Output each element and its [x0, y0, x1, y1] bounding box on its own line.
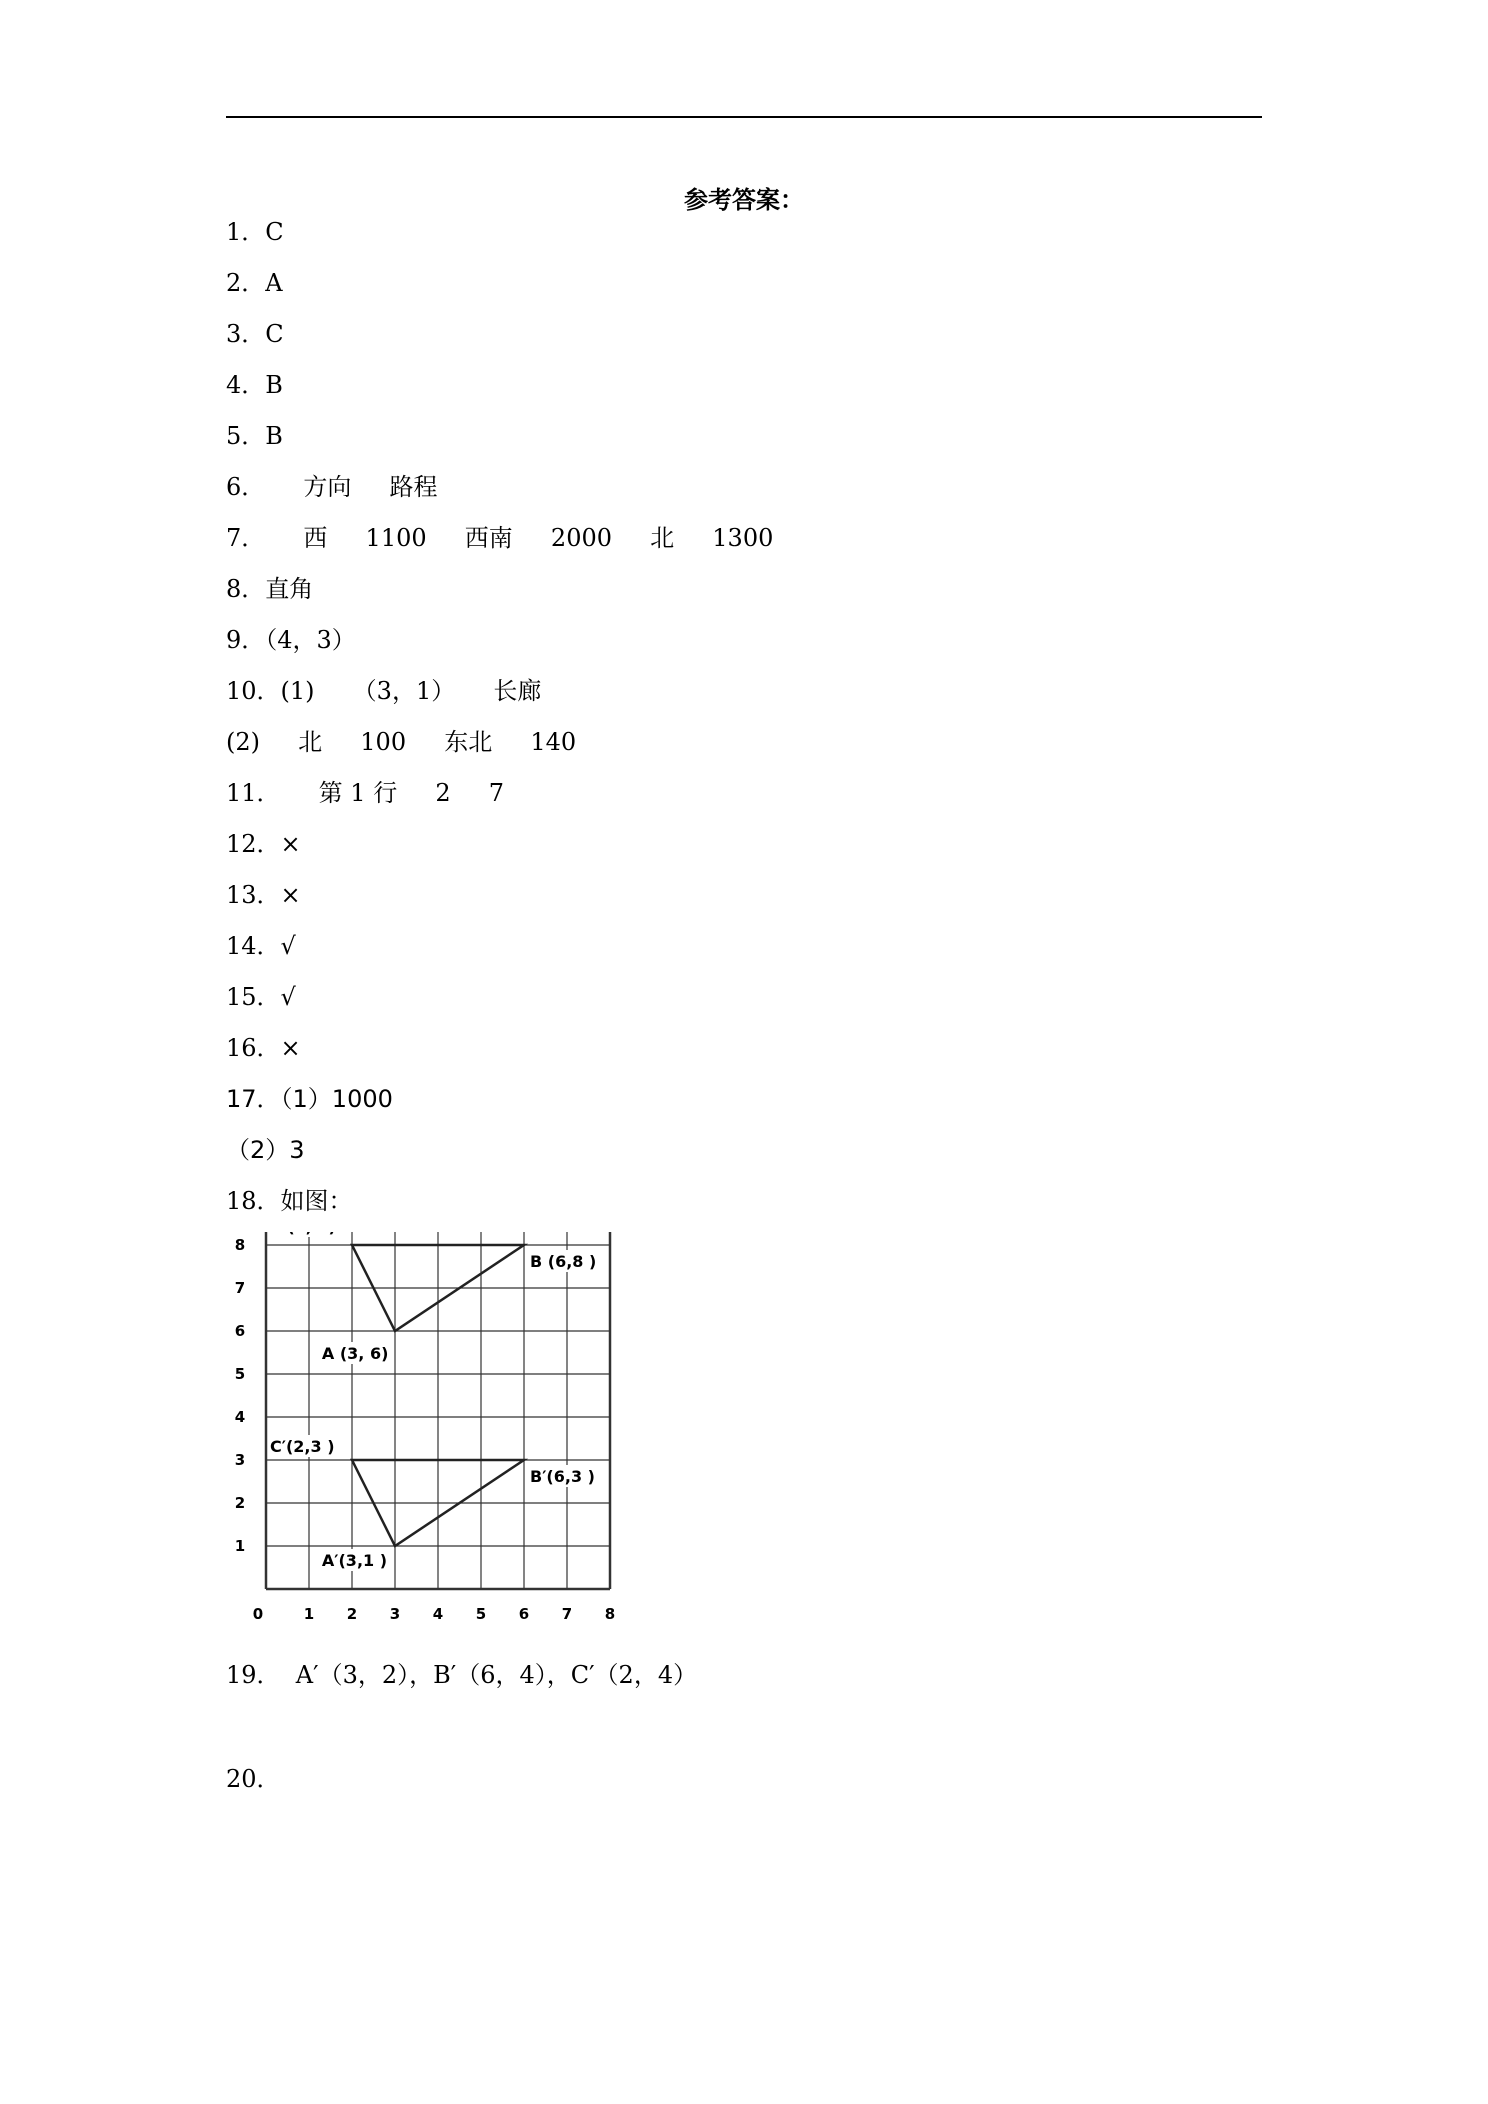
y-tick-label: 5 [234, 1365, 246, 1383]
answer-5: 5．B [226, 422, 283, 450]
x-tick-label: 6 [518, 1605, 530, 1623]
vertex-label-b: B (6,8 ) [530, 1252, 597, 1271]
answer-8: 8．直角 [226, 575, 314, 603]
coordinate-grid-figure [226, 1232, 626, 1642]
answer-15: 15．√ [226, 983, 296, 1011]
x-tick-label: 0 [252, 1605, 264, 1623]
vertex-label-a: A (3, 6) [321, 1344, 389, 1363]
x-tick-label: 3 [389, 1605, 401, 1623]
answer-17-2: （2）3 [226, 1136, 305, 1164]
vertex-label-a-prime: A′(3,1 ) [321, 1551, 388, 1570]
vertex-label-b-prime: B′(6,3 ) [530, 1467, 595, 1486]
y-tick-label: 7 [234, 1279, 246, 1297]
answer-16: 16．× [226, 1034, 301, 1062]
answer-17-1: 17．（1）1000 [226, 1085, 393, 1113]
answer-12: 12．× [226, 830, 301, 858]
y-tick-label: 6 [234, 1322, 246, 1340]
vertex-label-c [270, 1232, 336, 1236]
y-tick-label: 3 [234, 1451, 246, 1469]
x-tick-label: 7 [561, 1605, 573, 1623]
page-title: 参考答案： [684, 185, 804, 214]
answer-4: 4．B [226, 371, 283, 399]
x-tick-label: 2 [346, 1605, 358, 1623]
answer-9: 9．（4，3） [226, 626, 356, 654]
y-tick-label: 2 [234, 1494, 246, 1512]
answer-3: 3．C [226, 320, 284, 348]
answer-10-1: 10．(1) （3，1） 长廊 [226, 677, 542, 705]
x-tick-label: 4 [432, 1605, 444, 1623]
answer-18: 18．如图： [226, 1187, 353, 1215]
x-tick-label: 8 [604, 1605, 616, 1623]
x-tick-label: 5 [475, 1605, 487, 1623]
answer-7: 7． 西 1100 西南 2000 北 1300 [226, 524, 774, 552]
answer-2: 2．A [226, 269, 283, 297]
answer-19: 19． A′（3，2），B′（6，4），C′（2，4） [226, 1661, 698, 1689]
grid-svg [226, 1232, 626, 1642]
vertex-label-c-prime: C′(2,3 ) [270, 1437, 335, 1456]
y-tick-label: 1 [234, 1537, 246, 1555]
answer-13: 13．× [226, 881, 301, 909]
answer-1: 1．C [226, 218, 284, 246]
x-tick-label: 1 [303, 1605, 315, 1623]
answer-14: 14．√ [226, 932, 296, 960]
answer-10-2: (2) 北 100 东北 140 [226, 728, 577, 756]
answer-20: 20． [226, 1765, 281, 1793]
y-tick-label: 8 [234, 1236, 246, 1254]
header-rule [226, 116, 1262, 118]
y-tick-label: 4 [234, 1408, 246, 1426]
answer-6: 6． 方向 路程 [226, 473, 438, 501]
answer-11: 11． 第 1 行 2 7 [226, 779, 505, 807]
